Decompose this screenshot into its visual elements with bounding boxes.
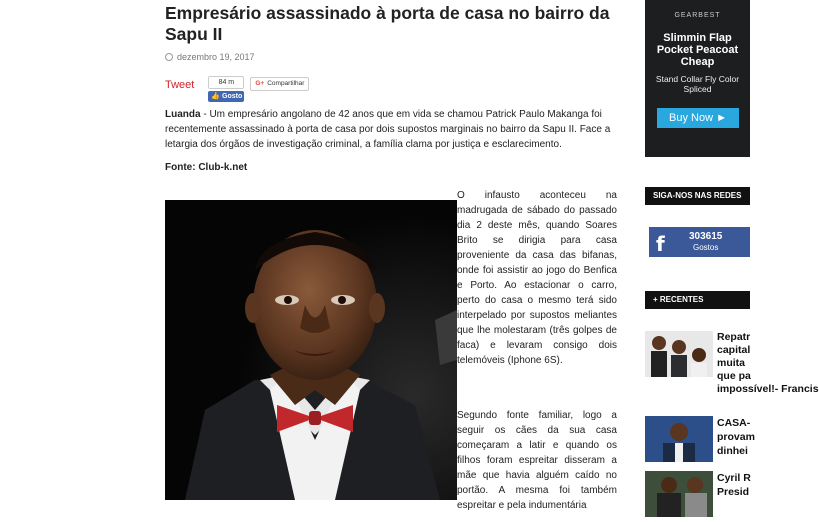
social-heading: SIGA-NOS NAS REDES <box>645 187 750 205</box>
like-label: Gosto <box>222 93 243 100</box>
gplus-label: Compartilhar <box>267 80 305 87</box>
recent-post-thumbnail[interactable] <box>645 471 713 517</box>
article-photo <box>165 200 457 500</box>
article-paragraph-3: Segundo fonte familiar, logo a seguir os cães da sua casa começaram a latir e quando os filhos foram espreitar disseram a mãe que havia alguém caído no portão. A mesma foi também espreitar e pela indumentária <box>457 410 617 511</box>
facebook-like-widget[interactable] <box>208 76 244 102</box>
ad-subtext: Stand Collar Fly Color Spliced <box>655 74 740 94</box>
sidebar-ad[interactable] <box>645 0 750 157</box>
article-lead <box>165 107 617 152</box>
article-title: Empresário assassinado à porta de casa no bairro da Sapu II <box>165 3 610 44</box>
facebook-fan-label: Gostos <box>693 243 719 252</box>
recent-post-thumbnail[interactable] <box>645 331 713 377</box>
google-plus-icon: G+ <box>255 80 265 87</box>
portrait-image <box>165 200 457 500</box>
buy-now-button[interactable]: Buy Now ► <box>657 108 739 128</box>
tweet-button[interactable]: Tweet <box>165 79 195 91</box>
article <box>165 0 617 511</box>
recent-post-title[interactable]: Repatr capital muita que pa impossível!- Francis <box>717 331 819 395</box>
facebook-icon: f <box>656 232 665 256</box>
like-count: 84 m <box>208 76 244 89</box>
article-source: Fonte: Club-k.net <box>165 162 248 173</box>
lead-place: Luanda <box>165 109 201 120</box>
ad-brand: GEARBEST <box>674 12 721 19</box>
recent-post-title[interactable]: CASA- provam dinhei <box>717 417 755 457</box>
ad-headline: Slimmin Flap Pocket Peacoat Cheap <box>656 32 739 68</box>
recent-post-title[interactable]: Cyril R Presid <box>717 472 751 498</box>
facebook-page-widget[interactable] <box>649 227 750 257</box>
facebook-fan-count: 303615 <box>689 231 723 242</box>
google-plus-share-button[interactable] <box>250 77 309 91</box>
article-paragraph-2: O infausto aconteceu na madrugada de sábado do passado dia 2 deste mês, quando Soares Brito se dirigia para casa proveniente da casa das bifanas, onde foi assistir ao jogo do Benfica e Porto. Ao estacionar o carro, perto do casa o mesmo terá sido interpelado por supostos meliantes que lhe molestaram (três golpes de faca) e levaram consigo dois telemóveis (Iphone 6S). <box>457 190 617 366</box>
facebook-like-button[interactable] <box>208 91 244 102</box>
clock-icon <box>165 53 173 61</box>
thumbs-up-icon: 👍 <box>211 93 221 100</box>
article-date <box>165 52 255 62</box>
recent-post-thumbnail[interactable] <box>645 416 713 462</box>
lead-text: - Um empresário angolano de 42 anos que em vida se chamou Patrick Paulo Makanga foi recentemente assassinado à porta de casa por dois supostos marginais no bairro da Sapu II. Face a letargia dos órgãos de investigação criminal, a família clama por justiça e esclarecimento. <box>165 109 611 150</box>
recent-heading: + RECENTES <box>645 291 750 309</box>
article-date-text: dezembro 19, 2017 <box>177 52 255 62</box>
share-bar <box>165 76 309 102</box>
